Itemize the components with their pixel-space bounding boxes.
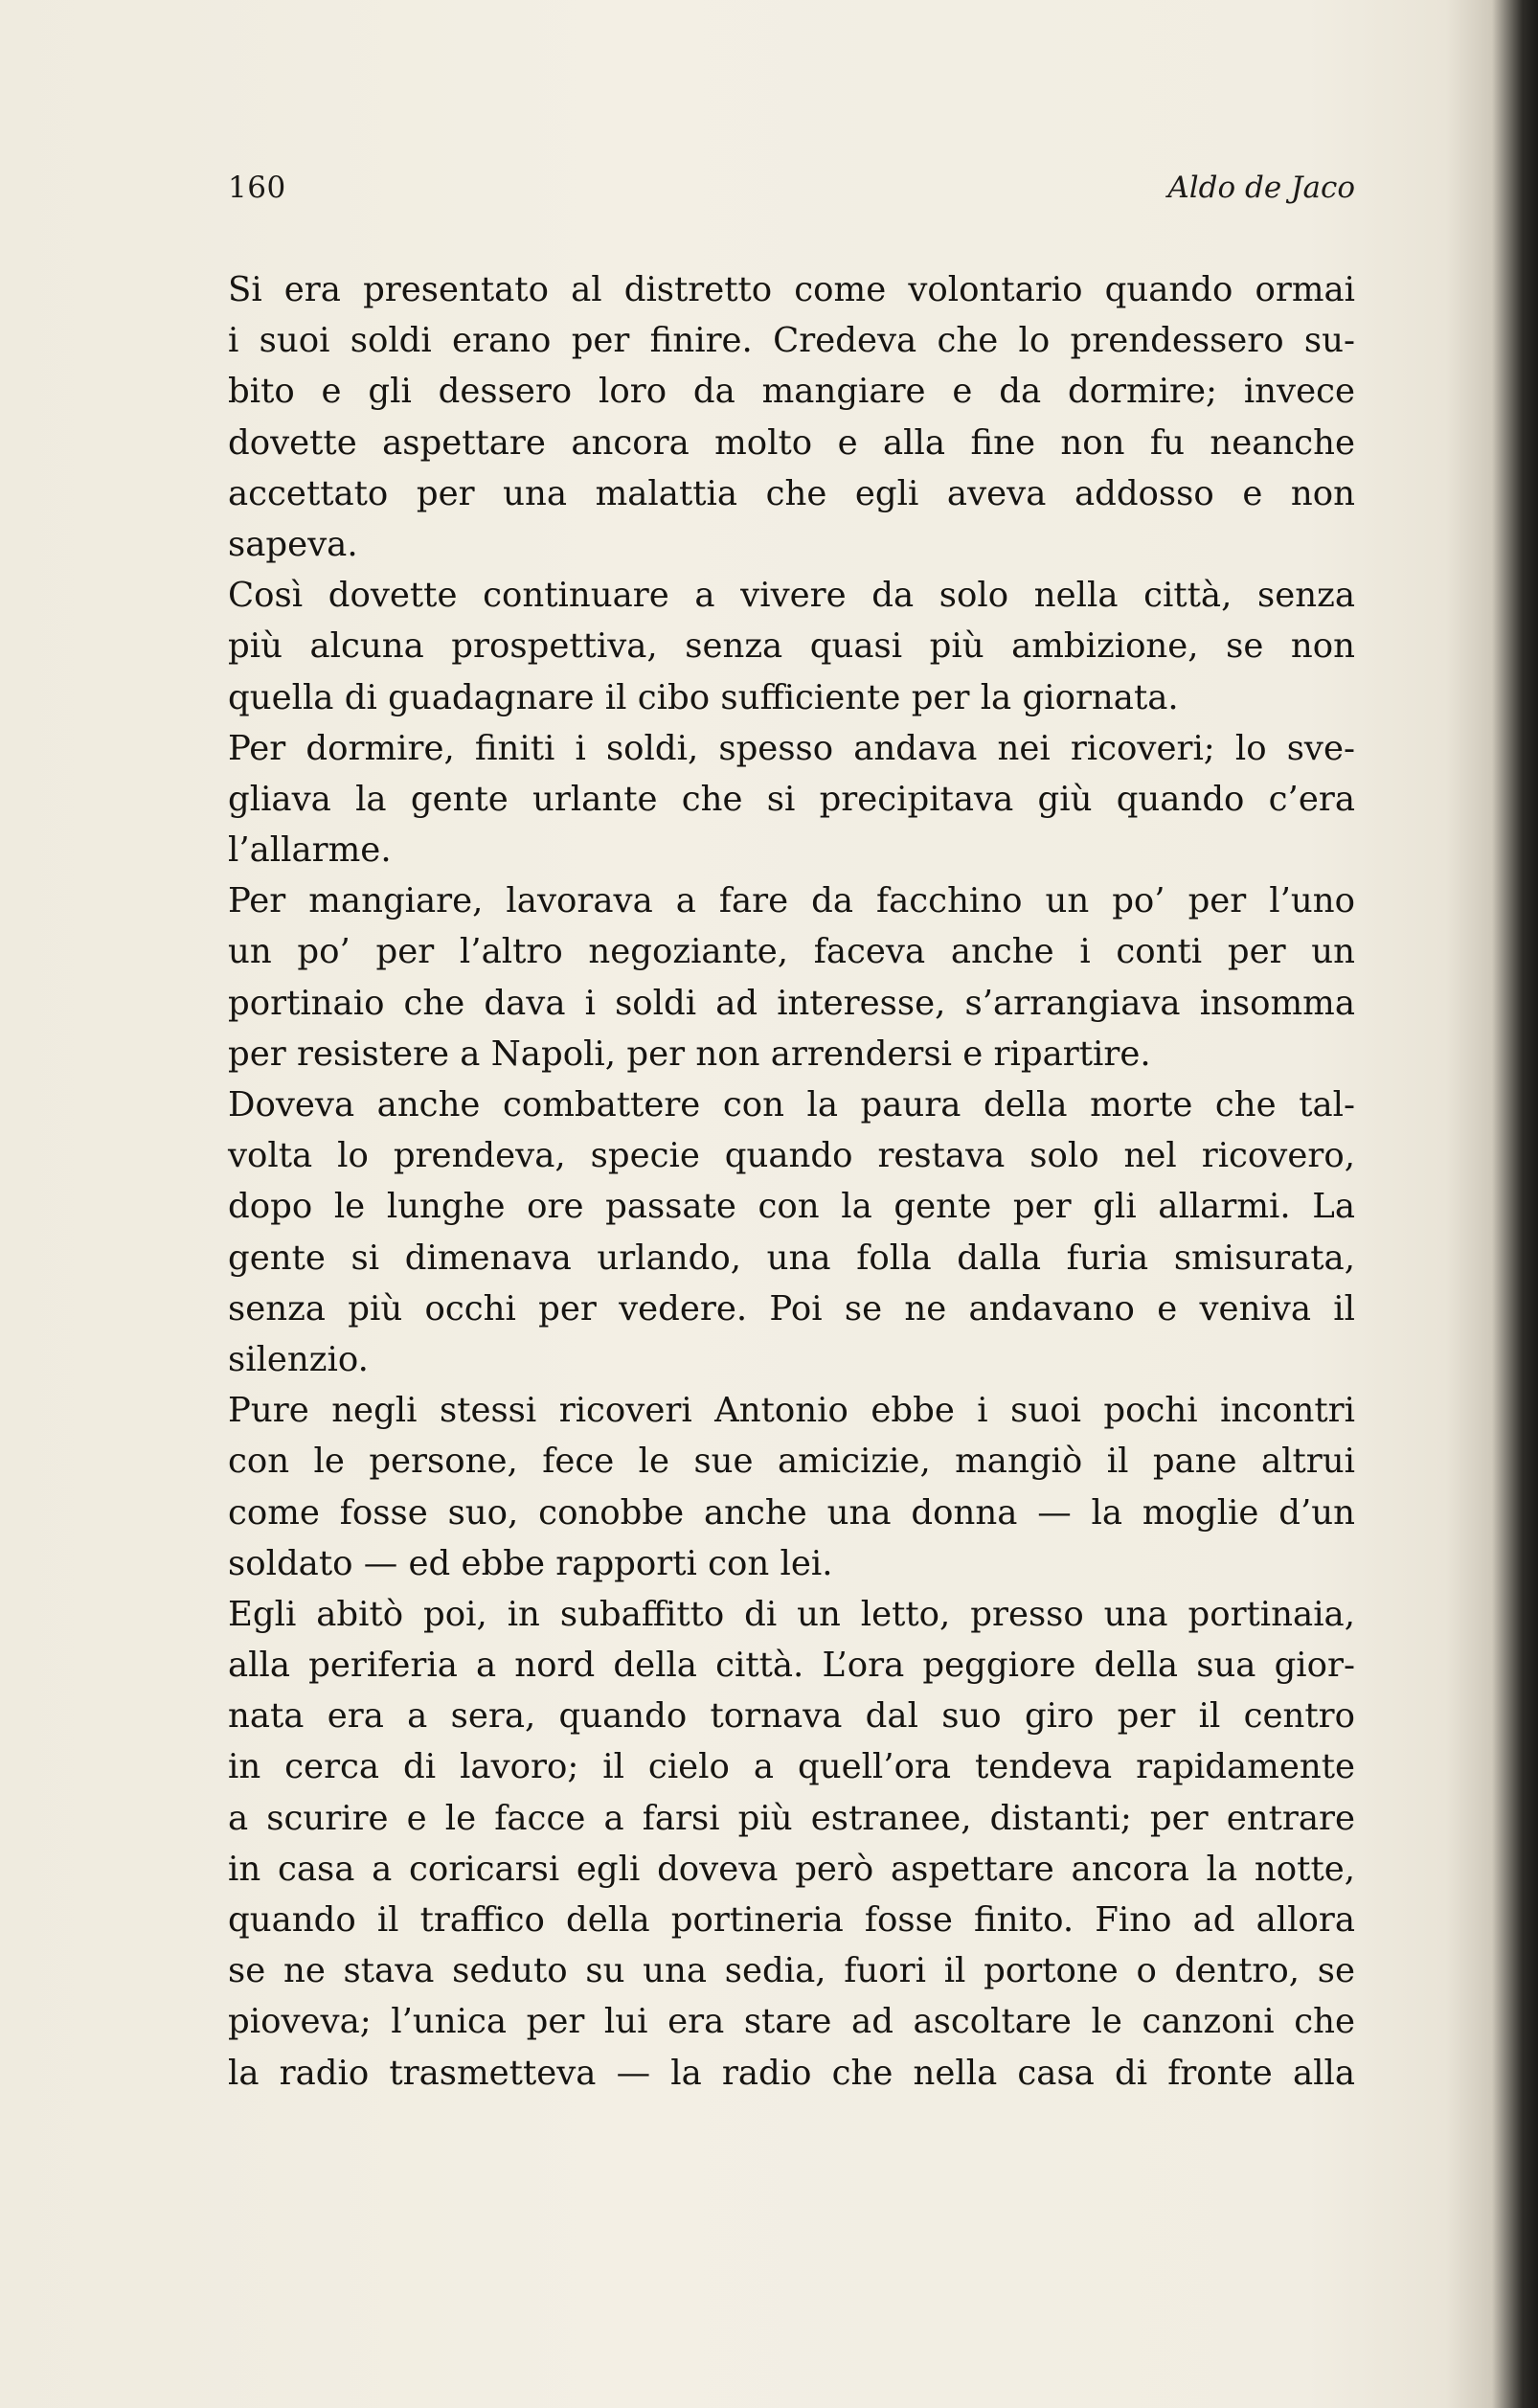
text-line: se ne stava seduto su una sedia, fuori il portone o dentro, se (228, 1951, 1355, 1991)
text-line: in cerca di lavoro; il cielo a quell’ora tendeva rapidamente (228, 1747, 1355, 1787)
text-line: volta lo prendeva, specie quando restava solo nel ricovero, (228, 1136, 1355, 1176)
text-line: dopo le lunghe ore passate con la gente per gli allarmi. La (228, 1187, 1355, 1227)
page-number: 160 (228, 170, 286, 205)
text-line: con le persone, fece le sue amicizie, mangiò il pane altrui (228, 1442, 1355, 1482)
text-line: bito e gli dessero loro da mangiare e da dormire; invece (228, 372, 1355, 412)
text-line: gliava la gente urlante che si precipitava giù quando c’era (228, 779, 1355, 819)
text-line: a scurire e le facce a farsi più estranee, distanti; per entrare (228, 1798, 1355, 1838)
text-line: i suoi soldi erano per finire. Credeva che lo prendessero su- (228, 321, 1355, 361)
body-text (228, 264, 1355, 2099)
text-line: Pure negli stessi ricoveri Antonio ebbe i suoi pochi incontri (228, 1391, 1355, 1431)
running-title-author: Aldo de Jaco (1167, 170, 1355, 205)
text-line: nata era a sera, quando tornava dal suo giro per il centro (228, 1696, 1355, 1737)
text-line: Per mangiare, lavorava a fare da facchino un po’ per l’uno (228, 881, 1355, 921)
text-line: soldato — ed ebbe rapporti con lei. (228, 1543, 833, 1583)
text-line: Per dormire, finiti i soldi, spesso andava nei ricoveri; lo sve- (228, 728, 1355, 768)
text-line: più alcuna prospettiva, senza quasi più ambizione, se non (228, 626, 1355, 667)
text-line: Si era presentato al distretto come volontario quando ormai (228, 270, 1355, 309)
text-line: senza più occhi per vedere. Poi se ne andavano e veniva il (228, 1288, 1355, 1329)
text-line: accettato per una malattia che egli aveva addosso e non (228, 473, 1355, 513)
text-line: la radio trasmetteva — la radio che nella casa di fronte alla (228, 2053, 1355, 2093)
text-line: dovette aspettare ancora molto e alla fine non fu neanche (228, 422, 1355, 463)
text-line: per resistere a Napoli, per non arrendersi e ripartire. (228, 1034, 1151, 1074)
text-line: come fosse suo, conobbe anche una donna — la moglie d’un (228, 1492, 1355, 1533)
text-line: alla periferia a nord della città. L’ora peggiore della sua gior- (228, 1646, 1355, 1686)
text-line: quella di guadagnare il cibo sufficiente per la giornata. (228, 677, 1179, 717)
text-line: Doveva anche combattere con la paura della morte che tal- (228, 1085, 1355, 1124)
text-line: Così dovette continuare a vivere da solo nella città, senza (228, 576, 1355, 616)
text-line: pioveva; l’unica per lui era stare ad ascoltare le canzoni che (228, 2002, 1355, 2042)
text-line: quando il traffico della portineria fosse finito. Fino ad allora (228, 1900, 1355, 1940)
text-line: in casa a coricarsi egli doveva però aspettare ancora la notte, (228, 1849, 1355, 1889)
text-line: silenzio. (228, 1339, 369, 1379)
text-line: un po’ per l’altro negoziante, faceva anche i conti per un (228, 932, 1355, 972)
running-head (228, 170, 1355, 218)
text-line: sapeva. (228, 524, 358, 564)
text-line: l’allarme. (228, 830, 392, 871)
text-line: Egli abitò poi, in subaffitto di un letto, presso una portinaia, (228, 1594, 1355, 1634)
text-line: gente si dimenava urlando, una folla dalla furia smisurata, (228, 1238, 1355, 1278)
text-line: portinaio che dava i soldi ad interesse, s’arrangiava insomma (228, 983, 1355, 1023)
